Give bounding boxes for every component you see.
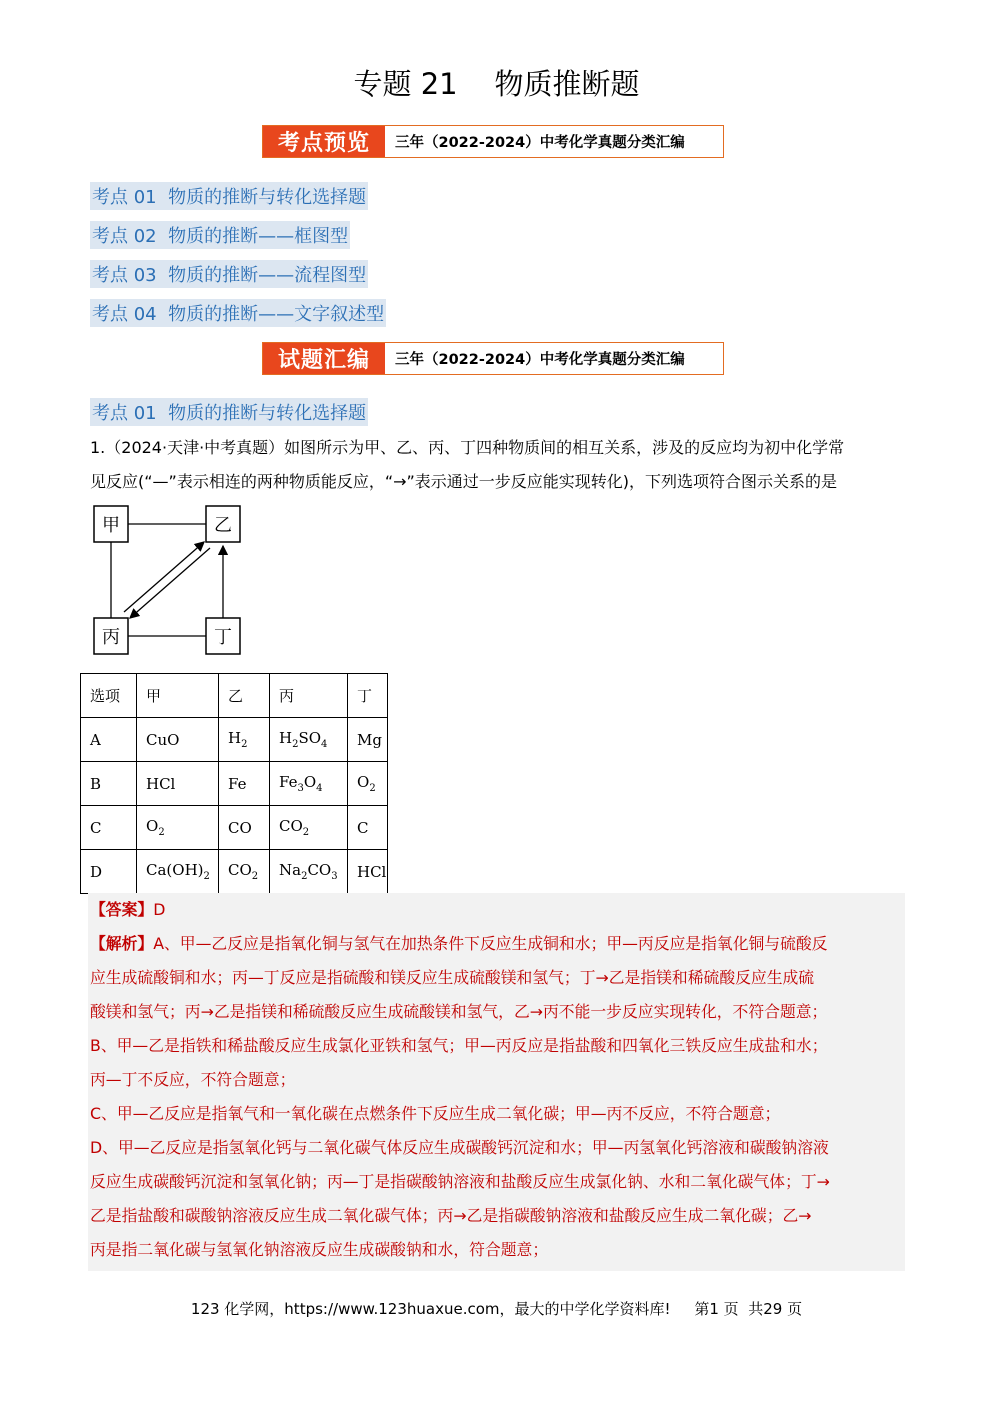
analysis-line-8: 反应生成碳酸钙沉淀和氢氧化钠；丙—丁是指碳酸钠溶液和盐酸反应生成氯化钠、水和二氧化碳气体；丁→	[90, 1172, 830, 1191]
preview-banner-subtitle: 三年（2022-2024）中考化学真题分类汇编	[395, 135, 685, 151]
table-header-cell: 乙	[219, 674, 270, 718]
table-header-cell: 丁	[348, 674, 388, 718]
table-row	[81, 850, 388, 894]
formula-cell-ding: C	[348, 806, 388, 850]
question-line-1: 1.（2024·天津·中考真题）如图所示为甲、乙、丙、丁四种物质间的相互关系，涉及的反应均为初中化学常	[90, 438, 845, 457]
formula-cell-bing: $H_2SO_4$	[270, 718, 348, 762]
table-header-row	[81, 674, 388, 718]
toc-item-3[interactable]: 考点 03 物质的推断——流程图型	[90, 260, 368, 288]
formula-cell-jia: CuO	[137, 718, 219, 762]
option-cell: D	[81, 850, 137, 894]
formula-cell-bing: $CO_2$	[270, 806, 348, 850]
formula-cell-ding: HCl	[348, 850, 388, 894]
analysis-text: A、甲—乙反应是指氧化铜与氢气在加热条件下反应生成铜和水；甲—丙反应是指氧化铜与硫酸反	[153, 934, 828, 953]
answer-line	[90, 897, 165, 920]
table-body	[81, 718, 388, 894]
question-line-2: 见反应(“—”表示相连的两种物质能反应，“→”表示通过一步反应能实现转化)，下列选项符合图示关系的是	[90, 472, 838, 491]
table-header-cell: 甲	[137, 674, 219, 718]
questions-banner	[262, 342, 724, 375]
formula-cell-yi: $H_2$	[219, 718, 270, 762]
toc-item-1[interactable]: 考点 01 物质的推断与转化选择题	[90, 182, 368, 210]
page-title: 专题 21 物质推断题	[353, 67, 640, 101]
toc-item-4[interactable]: 考点 04 物质的推断——文字叙述型	[90, 299, 386, 327]
table-row	[81, 806, 388, 850]
analysis-line-2: 应生成硫酸铜和水；丙—丁反应是指硫酸和镁反应生成硫酸镁和氢气；丁→乙是指镁和稀硫酸反应生成硫	[90, 968, 815, 987]
preview-banner-tag: 考点预览	[263, 126, 385, 157]
option-cell: C	[81, 806, 137, 850]
table-header-cell: 丙	[270, 674, 348, 718]
option-cell: A	[81, 718, 137, 762]
page-footer: 123 化学网，https://www.123huaxue.com，最大的中学化学资料库! 第1 页 共29 页	[190, 1300, 803, 1318]
formula-cell-ding: Mg	[348, 718, 388, 762]
questions-banner-tag: 试题汇编	[263, 343, 385, 374]
preview-banner	[262, 125, 724, 158]
label-ding: 丁	[214, 627, 232, 648]
formula-cell-jia: HCl	[137, 762, 219, 806]
label-bing: 丙	[102, 627, 120, 648]
label-jia: 甲	[102, 515, 120, 536]
answer-value: D	[153, 900, 166, 919]
analysis-line-5: 丙—丁不反应，不符合题意；	[90, 1070, 296, 1089]
analysis-line-10: 丙是指二氧化碳与氢氧化钠溶液反应生成碳酸钠和水，符合题意；	[90, 1240, 549, 1259]
formula-cell-jia: $Ca(OH)_2$	[137, 850, 219, 894]
analysis-label: 【解析】	[90, 934, 154, 953]
table-row	[81, 718, 388, 762]
analysis-line-3: 酸镁和氢气；丙→乙是指镁和稀硫酸反应生成硫酸镁和氢气，乙→丙不能一步反应实现转化，不符合题意；	[90, 1002, 828, 1021]
formula-cell-yi: $CO_2$	[219, 850, 270, 894]
relationship-diagram	[90, 502, 250, 664]
analysis-line-1	[90, 931, 827, 954]
arrow-yi-bing	[130, 548, 210, 618]
formula-cell-yi: CO	[219, 806, 270, 850]
questions-banner-subtitle: 三年（2022-2024）中考化学真题分类汇编	[395, 352, 685, 368]
formula-cell-ding: $O_2$	[348, 762, 388, 806]
analysis-line-4: B、甲—乙是指铁和稀盐酸反应生成氯化亚铁和氢气；甲—丙反应是指盐酸和四氧化三铁反应生成盐和水；	[90, 1036, 828, 1055]
toc-item-2[interactable]: 考点 02 物质的推断——框图型	[90, 221, 350, 249]
formula-cell-bing: $Fe_3O_4$	[270, 762, 348, 806]
options-table	[80, 673, 388, 894]
answer-label: 【答案】	[90, 900, 154, 919]
analysis-line-9: 乙是指盐酸和碳酸钠溶液反应生成二氧化碳气体；丙→乙是指碳酸钠溶液和盐酸反应生成二氧化碳；乙→	[90, 1206, 812, 1225]
table-row	[81, 762, 388, 806]
arrow-bing-yi	[124, 542, 204, 612]
analysis-line-6: C、甲—乙反应是指氧气和一氧化碳在点燃条件下反应生成二氧化碳；甲—丙不反应，不符合题意；	[90, 1104, 781, 1123]
section-heading: 考点 01 物质的推断与转化选择题	[90, 398, 368, 426]
option-cell: B	[81, 762, 137, 806]
table-header-cell: 选项	[81, 674, 137, 718]
label-yi: 乙	[214, 515, 232, 536]
analysis-line-7: D、甲—乙反应是指氢氧化钙与二氧化碳气体反应生成碳酸钙沉淀和水；甲—丙氢氧化钙溶液和碳酸钠溶液	[90, 1138, 829, 1157]
formula-cell-yi: Fe	[219, 762, 270, 806]
formula-cell-bing: $Na_2CO_3$	[270, 850, 348, 894]
formula-cell-jia: $O_2$	[137, 806, 219, 850]
